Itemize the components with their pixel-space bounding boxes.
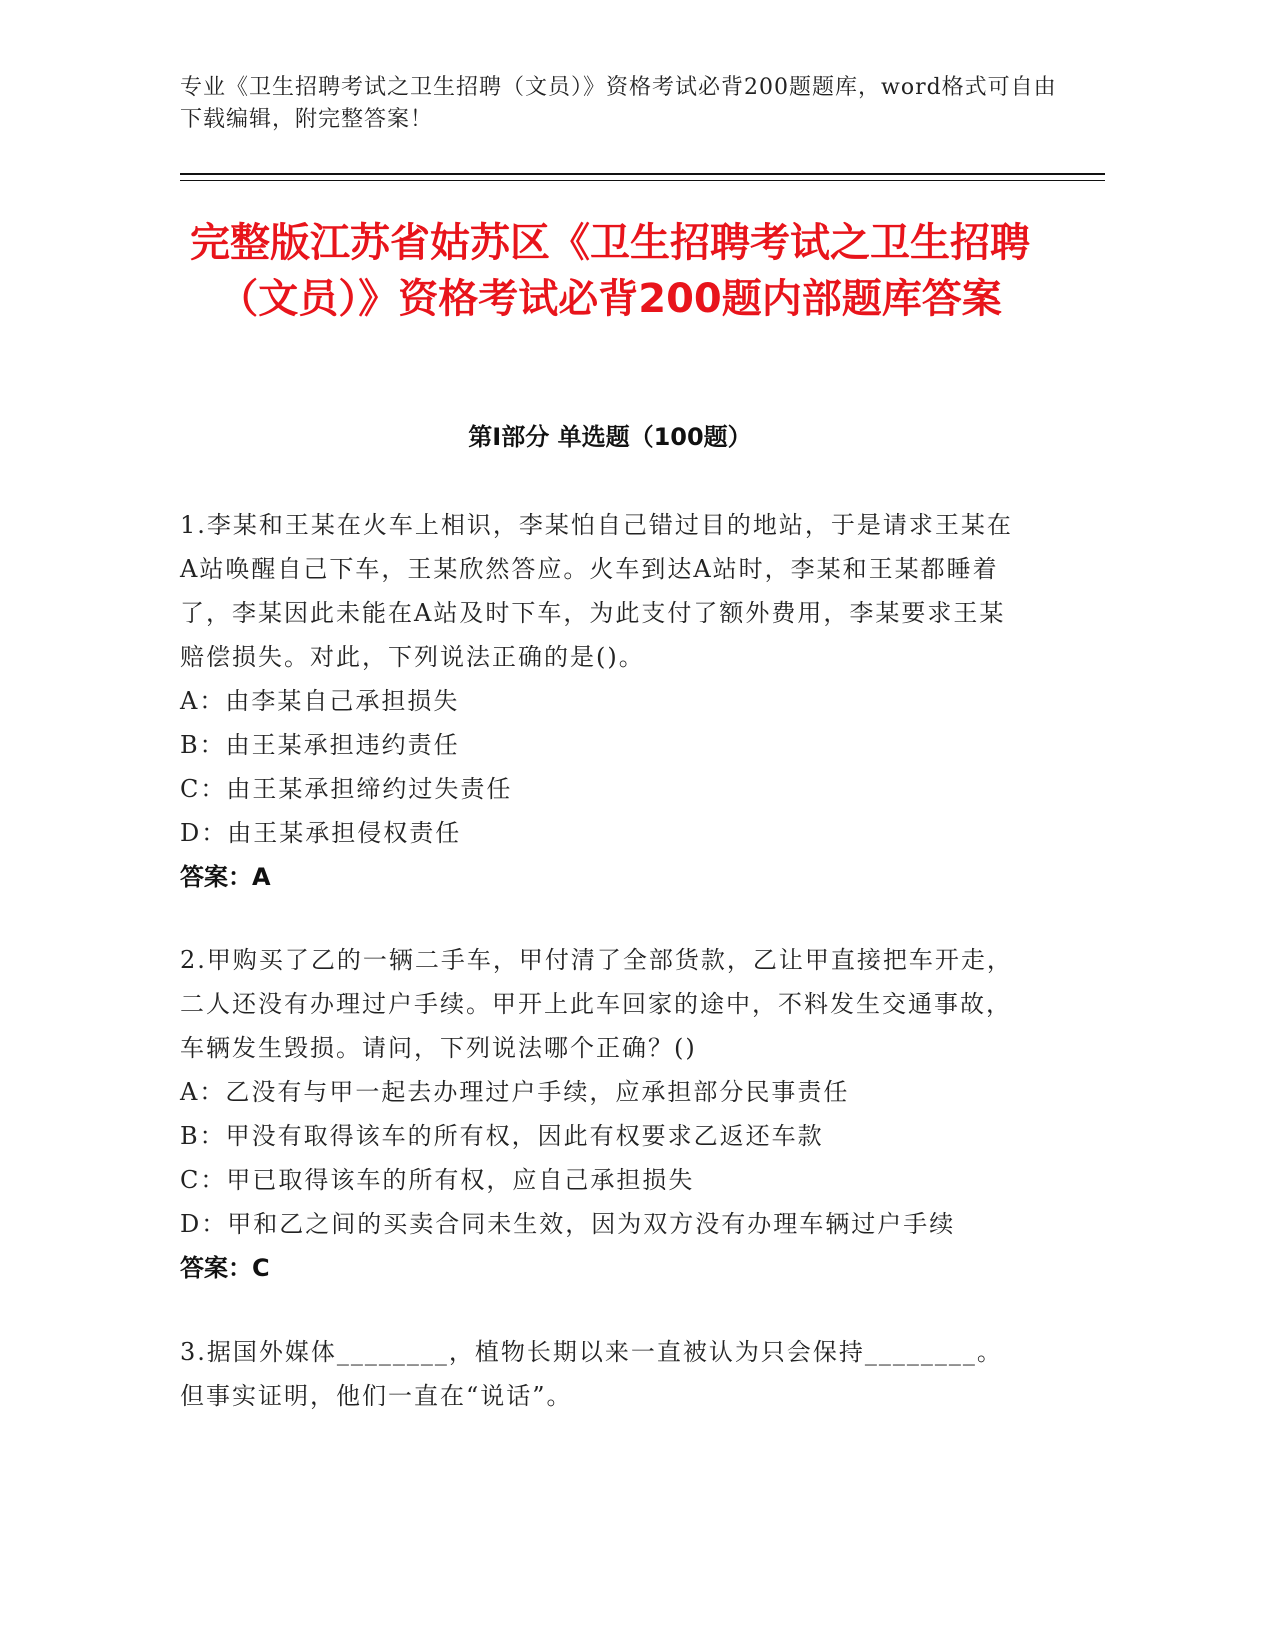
option-d: D：由王某承担侵权责任 [180,819,462,847]
header-divider-thin [180,180,1105,181]
question-stem: 1.李某和王某在火车上相识，李某怕自己错过目的地站，于是请求王某在A站唤醒自己下车，王某欣然答应。火车到达A站时，李某和王某都睡着了，李某因此未能在A站及时下车，为此支付了额外费用，李某要求王某赔偿损失。对此，下列说法正确的是()。 [180,511,1013,671]
question-stem: 2.甲购买了乙的一辆二手车，甲付清了全部货款，乙让甲直接把车开走，二人还没有办理过户手续。甲开上此车回家的途中，不料发生交通事故，车辆发生毁损。请问，下列说法哪个正确？() [180,946,1013,1062]
option-b: B：甲没有取得该车的所有权，因此有权要求乙返还车款 [180,1122,824,1150]
question-1 [180,503,1025,899]
option-b: B：由王某承担违约责任 [180,731,460,759]
option-a: A：由李某自己承担损失 [180,687,460,715]
section-heading: 第Ⅰ部分 单选题（100题） [468,423,752,451]
header-divider-thick [180,173,1105,175]
option-a: A：乙没有与甲一起去办理过户手续，应承担部分民事责任 [180,1078,850,1106]
question-stem: 3.据国外媒体________，植物长期以来一直被认为只会保持________。但事实证明，他们一直在“说话”。 [180,1338,1003,1410]
option-d: D：甲和乙之间的买卖合同未生效，因为双方没有办理车辆过户手续 [180,1210,956,1238]
answer: 答案：C [180,1254,270,1282]
question-2 [180,938,1025,1290]
header-note: 专业《卫生招聘考试之卫生招聘（文员）》资格考试必背200题题库，word格式可自由下载编辑，附完整答案！ [180,75,1057,132]
document-title: 完整版江苏省姑苏区《卫生招聘考试之卫生招聘（文员）》资格考试必背200题内部题库答案 [190,220,1030,322]
answer: 答案：A [180,863,271,891]
question-3 [180,1330,1025,1418]
option-c: C：甲已取得该车的所有权，应自己承担损失 [180,1166,695,1194]
option-c: C：由王某承担缔约过失责任 [180,775,513,803]
